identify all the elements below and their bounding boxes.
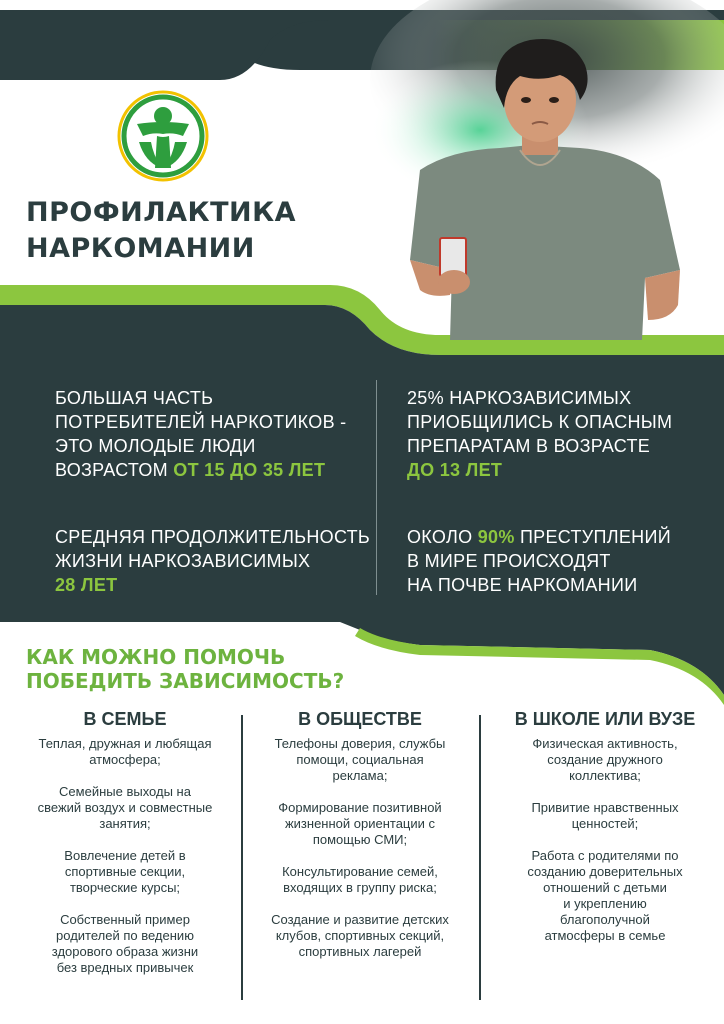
stat-age-range [55,386,355,482]
list-item: Физическая активность, создание дружного коллектива; [532,736,678,783]
boy-photo [380,20,724,340]
stat-highlight: ОТ 15 ДО 35 ЛЕТ [173,460,326,480]
stat-line: ПРЕПАРАТАМ В ВОЗРАСТЕ [407,436,651,456]
stat-highlight: 90% [477,527,515,547]
list-item: Собственный пример родителей по ведению здорового образа жизни без вредных привычек [51,912,199,975]
stat-line: НА ПОЧВЕ НАРКОМАНИИ [407,575,638,595]
list-item: Работа с родителями по созданию доверительных отношений с детьми и укреплению благополучной атмосферы в семье [527,848,683,943]
stat-crimes [407,525,707,597]
stat-line [55,458,355,482]
column-divider [479,715,481,1000]
stat-line: БОЛЬШАЯ ЧАСТЬ [55,388,214,408]
stat-line: ЭТО МОЛОДЫЕ ЛЮДИ [55,436,256,456]
list-item: Теплая, дружная и любящая атмосфера; [38,736,212,767]
column-society [255,708,465,976]
stat-line: ЖИЗНИ НАРКОЗАВИСИМЫХ [55,551,311,571]
column-school [492,708,718,960]
title-line-1: ПРОФИЛАКТИКА [26,197,297,228]
stat-line: В МИРЕ ПРОИСХОДЯТ [407,551,611,571]
column-divider [241,715,243,1000]
stat-line: ПРИОБЩИЛИСЬ К ОПАСНЫМ [407,412,673,432]
stat-early-age [407,386,707,482]
stat-text: ОКОЛО [407,527,478,547]
logo-icon [117,90,209,182]
stat-life-expectancy [55,525,375,597]
list-item: Семейные выходы на свежий воздух и совместные занятия; [37,784,213,831]
help-heading-line-1: КАК МОЖНО ПОМОЧЬ [26,645,286,669]
stat-line [407,525,707,549]
stat-highlight: 28 ЛЕТ [55,575,118,595]
stat-line [55,573,375,597]
column-family [20,708,230,992]
stat-line: СРЕДНЯЯ ПРОДОЛЖИТЕЛЬНОСТЬ [55,527,371,547]
help-heading [26,645,406,693]
page-title [26,195,356,267]
list-item: Создание и развитие детских клубов, спортивных секций, спортивных лагерей [271,912,449,959]
list-item: Формирование позитивной жизненной ориентации с помощью СМИ; [278,800,442,847]
column-title: В СЕМЬЕ [83,709,167,729]
list-item: Привитие нравственных ценностей; [531,800,679,831]
list-item: Консультирование семей, входящих в группу риска; [282,864,438,895]
list-item: Вовлечение детей в спортивные секции, творческие курсы; [64,848,186,895]
stat-highlight: ДО 13 ЛЕТ [407,460,503,480]
stat-line: ПОТРЕБИТЕЛЕЙ НАРКОТИКОВ - [55,412,347,432]
stats-divider [376,380,377,595]
stat-text: ВОЗРАСТОМ [55,460,174,480]
list-item: Телефоны доверия, службы помощи, социальная реклама; [274,736,446,783]
title-line-2: НАРКОМАНИИ [26,233,255,264]
stat-line [407,458,707,482]
column-title: В ОБЩЕСТВЕ [298,709,422,729]
help-heading-line-2: ПОБЕДИТЬ ЗАВИСИМОСТЬ? [26,669,345,693]
column-title: В ШКОЛЕ ИЛИ ВУЗЕ [514,709,696,729]
stat-text: ПРЕСТУПЛЕНИЙ [514,527,671,547]
stat-line: 25% НАРКОЗАВИСИМЫХ [407,388,632,408]
